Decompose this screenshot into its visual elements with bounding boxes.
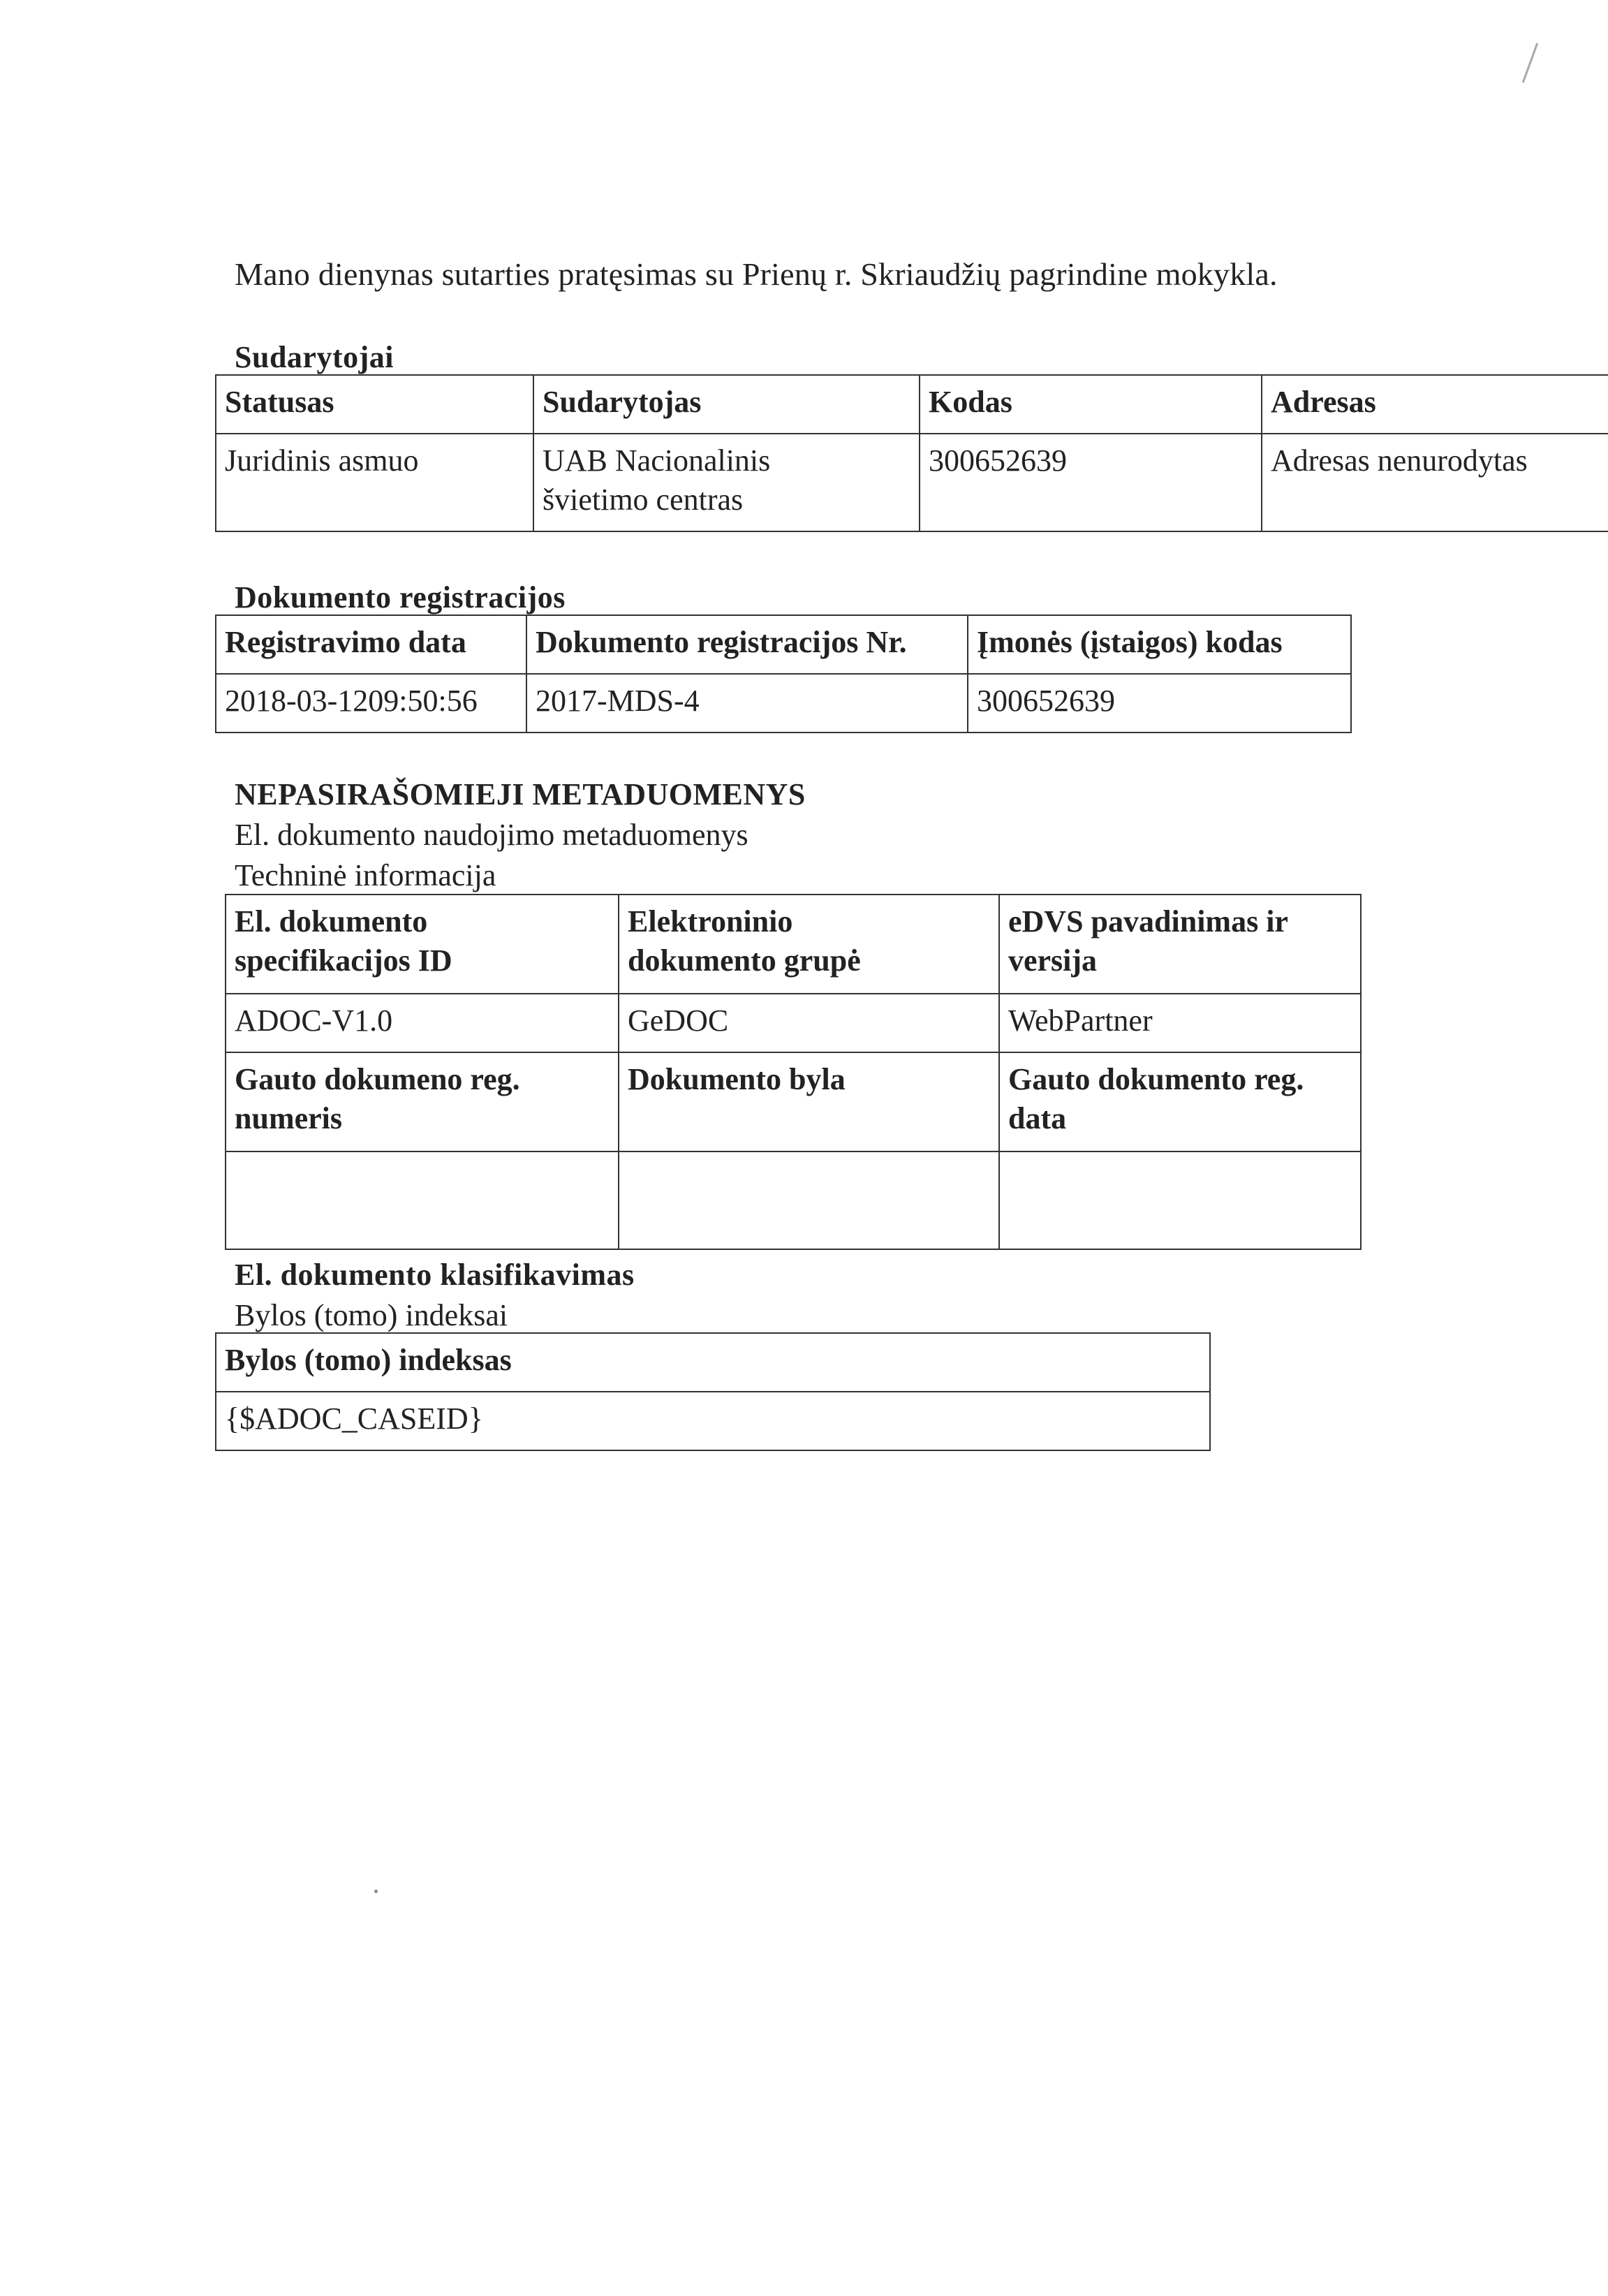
header-line: Gauto dokumento reg. bbox=[1008, 1062, 1304, 1096]
header-adresas: Adresas bbox=[1262, 375, 1608, 434]
header-registracijos-nr: Dokumento registracijos Nr. bbox=[526, 615, 968, 674]
cell-gauto-dokumento-numeris bbox=[226, 1151, 619, 1249]
bylos-indeksai-table bbox=[215, 1332, 1211, 1451]
header-specifikacijos-id bbox=[226, 895, 619, 994]
scan-speck bbox=[374, 1890, 378, 1893]
cell-registravimo-data: 2018-03-1209:50:56 bbox=[216, 674, 526, 733]
table-header-row bbox=[216, 615, 1351, 674]
table-header-row bbox=[226, 1052, 1361, 1151]
header-kodas: Kodas bbox=[920, 375, 1262, 434]
header-bylos-indeksas: Bylos (tomo) indeksas bbox=[216, 1333, 1210, 1392]
table-row bbox=[226, 994, 1361, 1052]
header-edvs-pavadinimas bbox=[999, 895, 1361, 994]
cell-dokumento-grupe: GeDOC bbox=[619, 994, 999, 1052]
header-dokumento-byla bbox=[619, 1052, 999, 1151]
sudarytojai-title: Sudarytojai bbox=[235, 340, 394, 374]
table-header-row bbox=[216, 1333, 1210, 1392]
sudarytojas-line-2: švietimo centras bbox=[543, 483, 744, 517]
sudarytojai-table bbox=[215, 374, 1608, 532]
header-line: data bbox=[1008, 1101, 1067, 1135]
scan-mark bbox=[1522, 43, 1538, 82]
klasifikavimas-subtitle: Bylos (tomo) indeksai bbox=[235, 1298, 508, 1332]
cell-gauto-dokumento-data bbox=[999, 1151, 1361, 1249]
header-line: Dokumento byla bbox=[628, 1062, 846, 1096]
metaduomenys-subtitle-1: El. dokumento naudojimo metaduomenys bbox=[235, 818, 748, 852]
header-statusas: Statusas bbox=[216, 375, 533, 434]
metaduomenys-subtitle-2: Techninė informacija bbox=[235, 858, 496, 892]
header-line: specifikacijos ID bbox=[235, 943, 452, 978]
metaduomenys-title: NEPASIRAŠOMIEJI METADUOMENYS bbox=[235, 777, 806, 811]
registracijos-table bbox=[215, 615, 1352, 733]
table-row bbox=[226, 1151, 1361, 1249]
cell-kodas: 300652639 bbox=[920, 434, 1262, 531]
technine-informacija-table bbox=[225, 894, 1362, 1250]
intro-text: Mano dienynas sutarties pratęsimas su Prienų r. Skriaudžių pagrindine mokykla. bbox=[235, 256, 1278, 292]
header-dokumento-grupe bbox=[619, 895, 999, 994]
cell-bylos-indeksas: {$ADOC_CASEID} bbox=[216, 1392, 1210, 1450]
header-gauto-dokumento-numeris bbox=[226, 1052, 619, 1151]
table-header-row bbox=[216, 375, 1608, 434]
sudarytojas-line-1: UAB Nacionalinis bbox=[543, 443, 771, 478]
header-line: versija bbox=[1008, 943, 1098, 978]
cell-registracijos-nr: 2017-MDS-4 bbox=[526, 674, 968, 733]
table-row bbox=[216, 674, 1351, 733]
cell-adresas: Adresas nenurodytas bbox=[1262, 434, 1608, 531]
header-imones-kodas: Įmonės (įstaigos) kodas bbox=[968, 615, 1351, 674]
cell-sudarytojas bbox=[533, 434, 920, 531]
table-row bbox=[216, 1392, 1210, 1450]
cell-imones-kodas: 300652639 bbox=[968, 674, 1351, 733]
header-registravimo-data: Registravimo data bbox=[216, 615, 526, 674]
registracijos-title: Dokumento registracijos bbox=[235, 580, 566, 615]
header-line: El. dokumento bbox=[235, 904, 428, 939]
klasifikavimas-title: El. dokumento klasifikavimas bbox=[235, 1258, 635, 1292]
header-sudarytojas: Sudarytojas bbox=[533, 375, 920, 434]
header-line: Elektroninio bbox=[628, 904, 793, 939]
header-gauto-dokumento-data bbox=[999, 1052, 1361, 1151]
header-line: Gauto dokumeno reg. bbox=[235, 1062, 520, 1096]
cell-specifikacijos-id: ADOC-V1.0 bbox=[226, 994, 619, 1052]
cell-edvs-pavadinimas: WebPartner bbox=[999, 994, 1361, 1052]
header-line: dokumento grupė bbox=[628, 943, 861, 978]
cell-dokumento-byla bbox=[619, 1151, 999, 1249]
header-line: numeris bbox=[235, 1101, 342, 1135]
header-line: eDVS pavadinimas ir bbox=[1008, 904, 1288, 939]
table-header-row bbox=[226, 895, 1361, 994]
table-row bbox=[216, 434, 1608, 531]
cell-statusas: Juridinis asmuo bbox=[216, 434, 533, 531]
